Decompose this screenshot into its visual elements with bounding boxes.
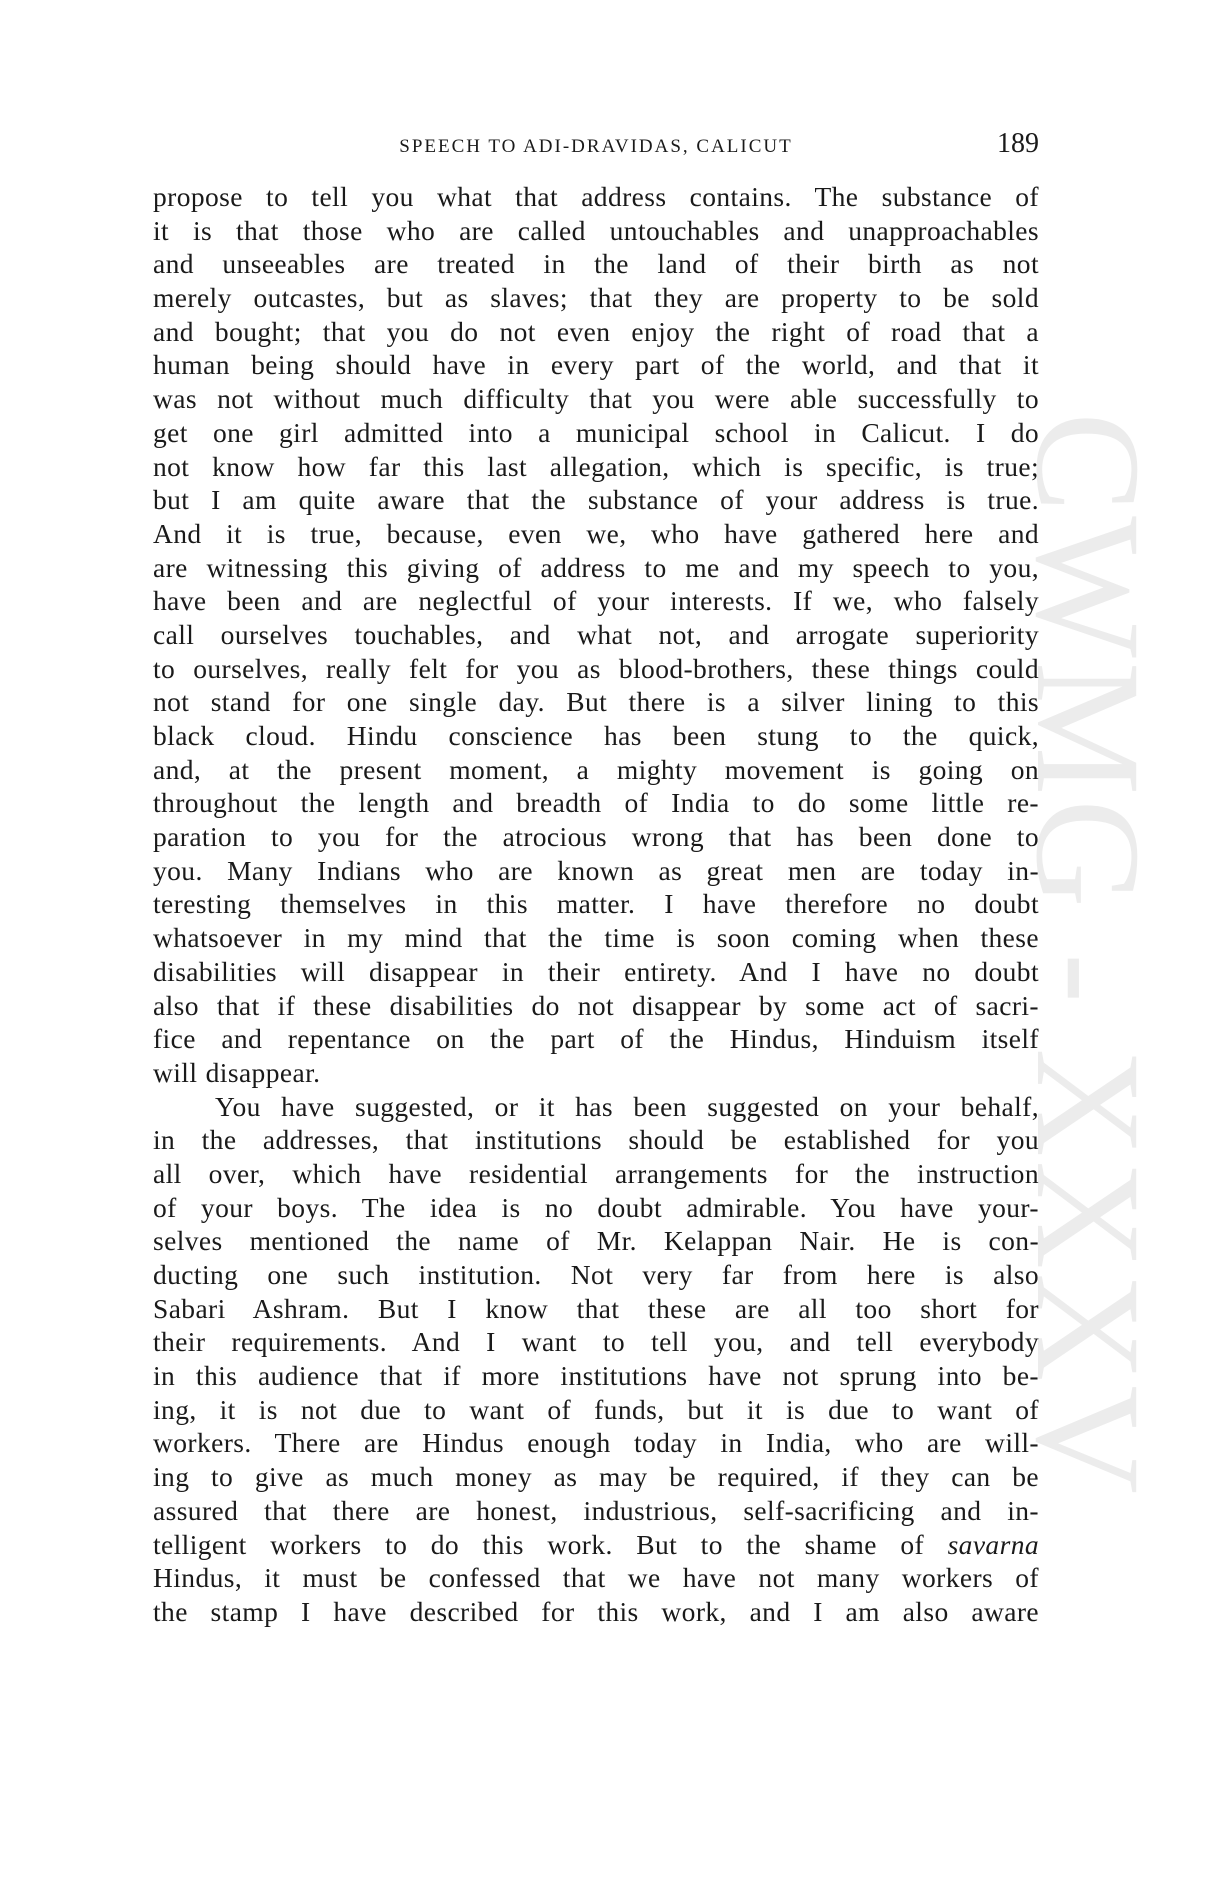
text-line: Hindus, it must be confessed that we have not many workers of [153, 1562, 1039, 1594]
text-line: was not without much difficulty that you were able successfully to [153, 383, 1039, 415]
text-line: all over, which have residential arrangements for the instruction [153, 1157, 1039, 1189]
text-line: disabilities will disappear in their entirety. And I have no doubt [153, 955, 1039, 987]
text-line: will disappear. [153, 1056, 321, 1088]
text-line: and, at the present moment, a mighty movement is going on [153, 753, 1039, 785]
text-line: teresting themselves in this matter. I have therefore no doubt [153, 888, 1039, 920]
text-line: assured that there are honest, industrious, self-sacrificing and in- [153, 1494, 1039, 1526]
text-line: have been and are neglectful of your interests. If we, who falsely [153, 585, 1039, 617]
paragraph [153, 1090, 1039, 1629]
running-title: SPEECH TO ADI-DRAVIDAS, CALICUT [399, 136, 793, 157]
text-line: fice and repentance on the part of the Hindus, Hinduism itself [153, 1023, 1039, 1055]
text-line: you. Many Indians who are known as great men are today in- [153, 854, 1039, 886]
text-line: get one girl admitted into a municipal school in Calicut. I do [153, 416, 1039, 448]
text-line: of your boys. The idea is no doubt admirable. You have your- [153, 1191, 1039, 1223]
body-text [153, 180, 1039, 1629]
text-line: ing to give as much money as may be required, if they can be [153, 1461, 1039, 1493]
watermark-text: CWMG - XXXV [1005, 412, 1171, 1498]
text-line: propose to tell you what that address contains. The substance of [153, 181, 1039, 212]
text-line: in the addresses, that institutions should be established for you [153, 1124, 1039, 1156]
text-line: workers. There are Hindus enough today in India, who are will- [153, 1427, 1039, 1459]
text-line: ducting one such institution. Not very far from here is also [153, 1259, 1039, 1290]
text-line: And it is true, because, even we, who have gathered here and [153, 517, 1039, 549]
text-line: call ourselves touchables, and what not, and arrogate superiority [153, 618, 1039, 650]
text-line: ing, it is not due to want of funds, but it is due to want of [153, 1393, 1039, 1425]
text-line: are witnessing this giving of address to me and my speech to you, [153, 551, 1039, 583]
text-line: their requirements. And I want to tell you, and tell everybody [153, 1326, 1039, 1358]
text-line: selves mentioned the name of Mr. Kelappan Nair. He is con- [153, 1225, 1039, 1257]
paragraph [153, 180, 1039, 1090]
text-line: also that if these disabilities do not disappear by some act of sacri- [153, 989, 1039, 1021]
text-line: and bought; that you do not even enjoy the right of road that a [153, 315, 1039, 347]
page-number: 189 [997, 128, 1039, 159]
text-line: to ourselves, really felt for you as blood-brothers, these things could [153, 652, 1039, 684]
text-line: Sabari Ashram. But I know that these are all too short for [153, 1292, 1039, 1324]
italic-word: savarna [947, 1528, 1039, 1560]
text-line: whatsoever in my mind that the time is soon coming when these [153, 922, 1039, 954]
text-line: merely outcastes, but as slaves; that they are property to be sold [153, 282, 1039, 314]
text-line: not know how far this last allegation, which is specific, is true; [153, 450, 1039, 482]
text-line: telligent workers to do this work. But to the shame of savarna [153, 1528, 1039, 1560]
running-header [153, 128, 1039, 164]
text-line: but I am quite aware that the substance of your address is true. [153, 484, 1039, 516]
watermark [1005, 412, 1171, 1498]
text-line: throughout the length and breadth of India to do some little re- [153, 787, 1039, 819]
text-line: You have suggested, or it has been suggested on your behalf, [215, 1090, 1039, 1122]
text-line: paration to you for the atrocious wrong that has been done to [153, 821, 1039, 853]
text-line: black cloud. Hindu conscience has been stung to the quick, [153, 720, 1039, 751]
text-line: human being should have in every part of the world, and that it [153, 349, 1039, 381]
text-line: and unseeables are treated in the land of their birth as not [153, 248, 1039, 280]
text-line: in this audience that if more institutions have not sprung into be- [153, 1360, 1039, 1392]
text-line: not stand for one single day. But there is a silver lining to this [153, 686, 1039, 718]
text-line: it is that those who are called untouchables and unapproachables [153, 214, 1039, 246]
text-line: the stamp I have described for this work, and I am also aware [153, 1595, 1039, 1627]
